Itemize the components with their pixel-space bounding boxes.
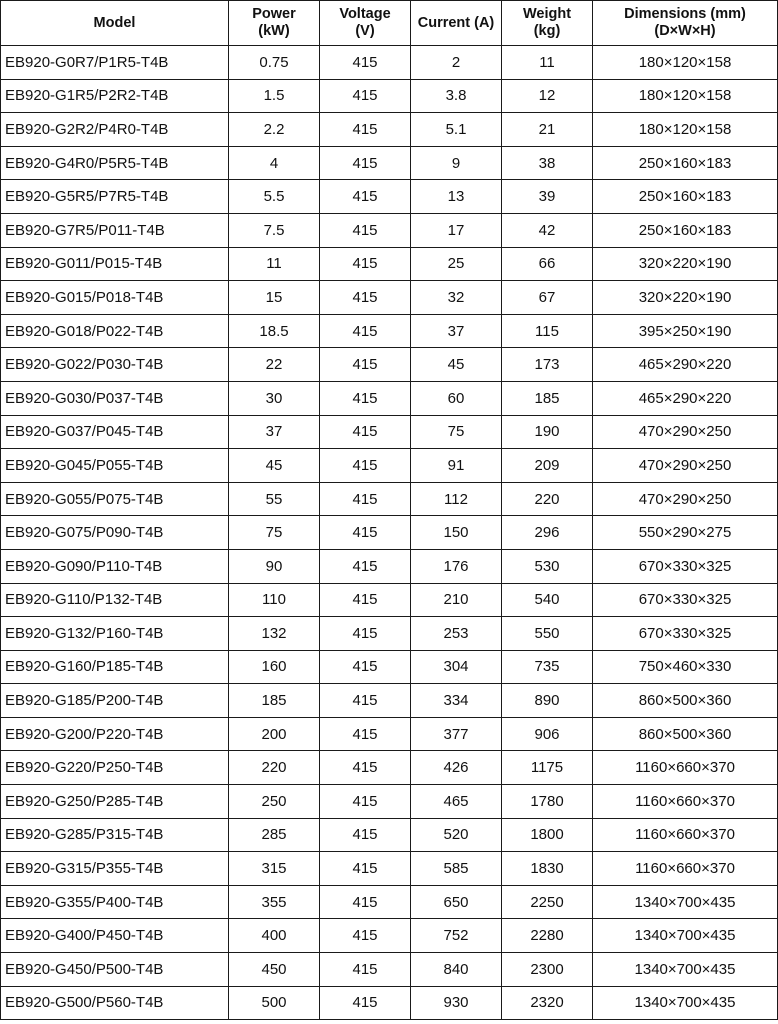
cell-current: 377 — [411, 717, 502, 751]
cell-voltage: 415 — [320, 717, 411, 751]
header-dimensions — [593, 1, 778, 46]
header-label: Model — [93, 14, 136, 31]
cell-dimensions: 395×250×190 — [593, 314, 778, 348]
cell-dimensions: 470×290×250 — [593, 449, 778, 483]
cell-current: 840 — [411, 953, 502, 987]
cell-voltage: 415 — [320, 785, 411, 819]
table-row — [1, 482, 778, 516]
cell-voltage: 415 — [320, 818, 411, 852]
cell-model: EB920-G200/P220-T4B — [1, 717, 229, 751]
cell-voltage: 415 — [320, 247, 411, 281]
table-row — [1, 785, 778, 819]
table-row — [1, 180, 778, 214]
cell-dimensions: 180×120×158 — [593, 113, 778, 147]
cell-model: EB920-G018/P022-T4B — [1, 314, 229, 348]
header-unit: (V) — [355, 23, 375, 39]
cell-weight: 2320 — [502, 986, 593, 1020]
cell-model: EB920-G220/P250-T4B — [1, 751, 229, 785]
cell-power: 1.5 — [229, 79, 320, 113]
cell-model: EB920-G011/P015-T4B — [1, 247, 229, 281]
cell-current: 752 — [411, 919, 502, 953]
header-label: Dimensions (mm) — [624, 6, 746, 22]
cell-model: EB920-G132/P160-T4B — [1, 617, 229, 651]
cell-current: 9 — [411, 146, 502, 180]
cell-weight: 735 — [502, 650, 593, 684]
cell-voltage: 415 — [320, 650, 411, 684]
cell-current: 32 — [411, 281, 502, 315]
cell-model: EB920-G090/P110-T4B — [1, 549, 229, 583]
cell-weight: 115 — [502, 314, 593, 348]
cell-current: 210 — [411, 583, 502, 617]
cell-model: EB920-G045/P055-T4B — [1, 449, 229, 483]
table-row — [1, 650, 778, 684]
cell-power: 400 — [229, 919, 320, 953]
cell-current: 25 — [411, 247, 502, 281]
cell-power: 0.75 — [229, 46, 320, 80]
header-voltage — [320, 1, 411, 46]
cell-model: EB920-G500/P560-T4B — [1, 986, 229, 1020]
cell-current: 2 — [411, 46, 502, 80]
table-row — [1, 684, 778, 718]
cell-model: EB920-G037/P045-T4B — [1, 415, 229, 449]
cell-voltage: 415 — [320, 180, 411, 214]
cell-weight: 173 — [502, 348, 593, 382]
cell-dimensions: 180×120×158 — [593, 46, 778, 80]
cell-voltage: 415 — [320, 617, 411, 651]
cell-dimensions: 670×330×325 — [593, 617, 778, 651]
cell-dimensions: 465×290×220 — [593, 348, 778, 382]
header-label: Weight — [522, 6, 572, 22]
header-model — [1, 1, 229, 46]
cell-current: 17 — [411, 213, 502, 247]
cell-voltage: 415 — [320, 79, 411, 113]
cell-current: 5.1 — [411, 113, 502, 147]
cell-voltage: 415 — [320, 213, 411, 247]
cell-model: EB920-G450/P500-T4B — [1, 953, 229, 987]
cell-current: 930 — [411, 986, 502, 1020]
cell-weight: 220 — [502, 482, 593, 516]
cell-current: 334 — [411, 684, 502, 718]
cell-weight: 1780 — [502, 785, 593, 819]
cell-power: 4 — [229, 146, 320, 180]
cell-dimensions: 1340×700×435 — [593, 986, 778, 1020]
cell-power: 37 — [229, 415, 320, 449]
cell-weight: 890 — [502, 684, 593, 718]
cell-current: 112 — [411, 482, 502, 516]
cell-weight: 67 — [502, 281, 593, 315]
header-unit: (D×W×H) — [654, 23, 716, 39]
cell-dimensions: 860×500×360 — [593, 684, 778, 718]
cell-weight: 11 — [502, 46, 593, 80]
table-row — [1, 986, 778, 1020]
cell-power: 355 — [229, 885, 320, 919]
table-row — [1, 717, 778, 751]
table-row — [1, 348, 778, 382]
cell-model: EB920-G4R0/P5R5-T4B — [1, 146, 229, 180]
cell-dimensions: 320×220×190 — [593, 281, 778, 315]
cell-power: 450 — [229, 953, 320, 987]
cell-power: 90 — [229, 549, 320, 583]
cell-voltage: 415 — [320, 953, 411, 987]
cell-power: 22 — [229, 348, 320, 382]
cell-power: 45 — [229, 449, 320, 483]
cell-power: 15 — [229, 281, 320, 315]
table-row — [1, 516, 778, 550]
table-row — [1, 549, 778, 583]
cell-weight: 2300 — [502, 953, 593, 987]
cell-voltage: 415 — [320, 583, 411, 617]
cell-voltage: 415 — [320, 684, 411, 718]
cell-power: 132 — [229, 617, 320, 651]
cell-weight: 530 — [502, 549, 593, 583]
cell-weight: 550 — [502, 617, 593, 651]
cell-power: 18.5 — [229, 314, 320, 348]
cell-voltage: 415 — [320, 314, 411, 348]
cell-model: EB920-G7R5/P011-T4B — [1, 213, 229, 247]
cell-power: 2.2 — [229, 113, 320, 147]
cell-power: 185 — [229, 684, 320, 718]
cell-voltage: 415 — [320, 516, 411, 550]
cell-power: 11 — [229, 247, 320, 281]
cell-power: 315 — [229, 852, 320, 886]
cell-model: EB920-G185/P200-T4B — [1, 684, 229, 718]
cell-voltage: 415 — [320, 885, 411, 919]
cell-model: EB920-G030/P037-T4B — [1, 381, 229, 415]
cell-current: 465 — [411, 785, 502, 819]
cell-voltage: 415 — [320, 986, 411, 1020]
cell-voltage: 415 — [320, 919, 411, 953]
cell-model: EB920-G160/P185-T4B — [1, 650, 229, 684]
table-row — [1, 919, 778, 953]
header-unit: (kg) — [533, 23, 561, 39]
cell-voltage: 415 — [320, 751, 411, 785]
cell-power: 110 — [229, 583, 320, 617]
cell-voltage: 415 — [320, 113, 411, 147]
cell-current: 304 — [411, 650, 502, 684]
cell-current: 253 — [411, 617, 502, 651]
table-row — [1, 885, 778, 919]
table-header — [1, 1, 778, 46]
header-label: Current (A) — [417, 14, 495, 31]
cell-power: 200 — [229, 717, 320, 751]
cell-dimensions: 860×500×360 — [593, 717, 778, 751]
cell-weight: 1175 — [502, 751, 593, 785]
cell-dimensions: 1160×660×370 — [593, 818, 778, 852]
cell-model: EB920-G2R2/P4R0-T4B — [1, 113, 229, 147]
cell-model: EB920-G075/P090-T4B — [1, 516, 229, 550]
table-row — [1, 818, 778, 852]
table-row — [1, 381, 778, 415]
header-weight — [502, 1, 593, 46]
cell-model: EB920-G0R7/P1R5-T4B — [1, 46, 229, 80]
cell-current: 650 — [411, 885, 502, 919]
cell-weight: 1830 — [502, 852, 593, 886]
cell-dimensions: 670×330×325 — [593, 583, 778, 617]
cell-dimensions: 250×160×183 — [593, 213, 778, 247]
header-unit: (kW) — [258, 23, 290, 39]
cell-weight: 12 — [502, 79, 593, 113]
cell-weight: 38 — [502, 146, 593, 180]
cell-weight: 185 — [502, 381, 593, 415]
cell-weight: 2280 — [502, 919, 593, 953]
cell-weight: 66 — [502, 247, 593, 281]
cell-dimensions: 1340×700×435 — [593, 885, 778, 919]
cell-weight: 190 — [502, 415, 593, 449]
cell-dimensions: 1340×700×435 — [593, 953, 778, 987]
cell-voltage: 415 — [320, 415, 411, 449]
cell-power: 5.5 — [229, 180, 320, 214]
table-row — [1, 751, 778, 785]
cell-current: 37 — [411, 314, 502, 348]
header-power — [229, 1, 320, 46]
cell-weight: 209 — [502, 449, 593, 483]
cell-power: 7.5 — [229, 213, 320, 247]
cell-voltage: 415 — [320, 852, 411, 886]
cell-dimensions: 250×160×183 — [593, 146, 778, 180]
cell-power: 220 — [229, 751, 320, 785]
cell-power: 250 — [229, 785, 320, 819]
table-row — [1, 247, 778, 281]
cell-current: 3.8 — [411, 79, 502, 113]
table-row — [1, 415, 778, 449]
cell-dimensions: 1340×700×435 — [593, 919, 778, 953]
cell-model: EB920-G055/P075-T4B — [1, 482, 229, 516]
table-row — [1, 79, 778, 113]
cell-dimensions: 550×290×275 — [593, 516, 778, 550]
cell-dimensions: 670×330×325 — [593, 549, 778, 583]
cell-power: 285 — [229, 818, 320, 852]
cell-model: EB920-G400/P450-T4B — [1, 919, 229, 953]
header-current — [411, 1, 502, 46]
cell-current: 150 — [411, 516, 502, 550]
table-row — [1, 113, 778, 147]
cell-voltage: 415 — [320, 381, 411, 415]
table-row — [1, 281, 778, 315]
cell-voltage: 415 — [320, 449, 411, 483]
cell-current: 75 — [411, 415, 502, 449]
cell-weight: 906 — [502, 717, 593, 751]
cell-dimensions: 320×220×190 — [593, 247, 778, 281]
cell-model: EB920-G022/P030-T4B — [1, 348, 229, 382]
cell-current: 585 — [411, 852, 502, 886]
cell-dimensions: 1160×660×370 — [593, 852, 778, 886]
table-row — [1, 852, 778, 886]
cell-current: 91 — [411, 449, 502, 483]
cell-dimensions: 465×290×220 — [593, 381, 778, 415]
cell-model: EB920-G1R5/P2R2-T4B — [1, 79, 229, 113]
cell-weight: 39 — [502, 180, 593, 214]
cell-current: 176 — [411, 549, 502, 583]
header-label: Power — [252, 6, 296, 22]
cell-voltage: 415 — [320, 46, 411, 80]
cell-power: 500 — [229, 986, 320, 1020]
cell-current: 426 — [411, 751, 502, 785]
cell-dimensions: 180×120×158 — [593, 79, 778, 113]
cell-power: 75 — [229, 516, 320, 550]
cell-dimensions: 250×160×183 — [593, 180, 778, 214]
cell-power: 160 — [229, 650, 320, 684]
header-row — [1, 1, 778, 46]
cell-voltage: 415 — [320, 482, 411, 516]
table-row — [1, 953, 778, 987]
cell-current: 520 — [411, 818, 502, 852]
table-row — [1, 449, 778, 483]
cell-voltage: 415 — [320, 281, 411, 315]
cell-current: 45 — [411, 348, 502, 382]
cell-weight: 296 — [502, 516, 593, 550]
cell-model: EB920-G5R5/P7R5-T4B — [1, 180, 229, 214]
cell-weight: 1800 — [502, 818, 593, 852]
header-label: Voltage — [339, 6, 391, 22]
cell-power: 55 — [229, 482, 320, 516]
cell-current: 60 — [411, 381, 502, 415]
cell-voltage: 415 — [320, 348, 411, 382]
cell-power: 30 — [229, 381, 320, 415]
table-row — [1, 46, 778, 80]
cell-voltage: 415 — [320, 146, 411, 180]
cell-model: EB920-G110/P132-T4B — [1, 583, 229, 617]
table-row — [1, 213, 778, 247]
cell-weight: 21 — [502, 113, 593, 147]
cell-model: EB920-G315/P355-T4B — [1, 852, 229, 886]
cell-model: EB920-G250/P285-T4B — [1, 785, 229, 819]
table-row — [1, 314, 778, 348]
cell-weight: 2250 — [502, 885, 593, 919]
table-body — [1, 46, 778, 1020]
cell-model: EB920-G285/P315-T4B — [1, 818, 229, 852]
cell-dimensions: 470×290×250 — [593, 482, 778, 516]
cell-model: EB920-G355/P400-T4B — [1, 885, 229, 919]
table-row — [1, 146, 778, 180]
cell-dimensions: 1160×660×370 — [593, 751, 778, 785]
cell-dimensions: 750×460×330 — [593, 650, 778, 684]
cell-dimensions: 1160×660×370 — [593, 785, 778, 819]
cell-weight: 42 — [502, 213, 593, 247]
cell-voltage: 415 — [320, 549, 411, 583]
cell-dimensions: 470×290×250 — [593, 415, 778, 449]
table-row — [1, 617, 778, 651]
table-row — [1, 583, 778, 617]
cell-model: EB920-G015/P018-T4B — [1, 281, 229, 315]
cell-current: 13 — [411, 180, 502, 214]
cell-weight: 540 — [502, 583, 593, 617]
